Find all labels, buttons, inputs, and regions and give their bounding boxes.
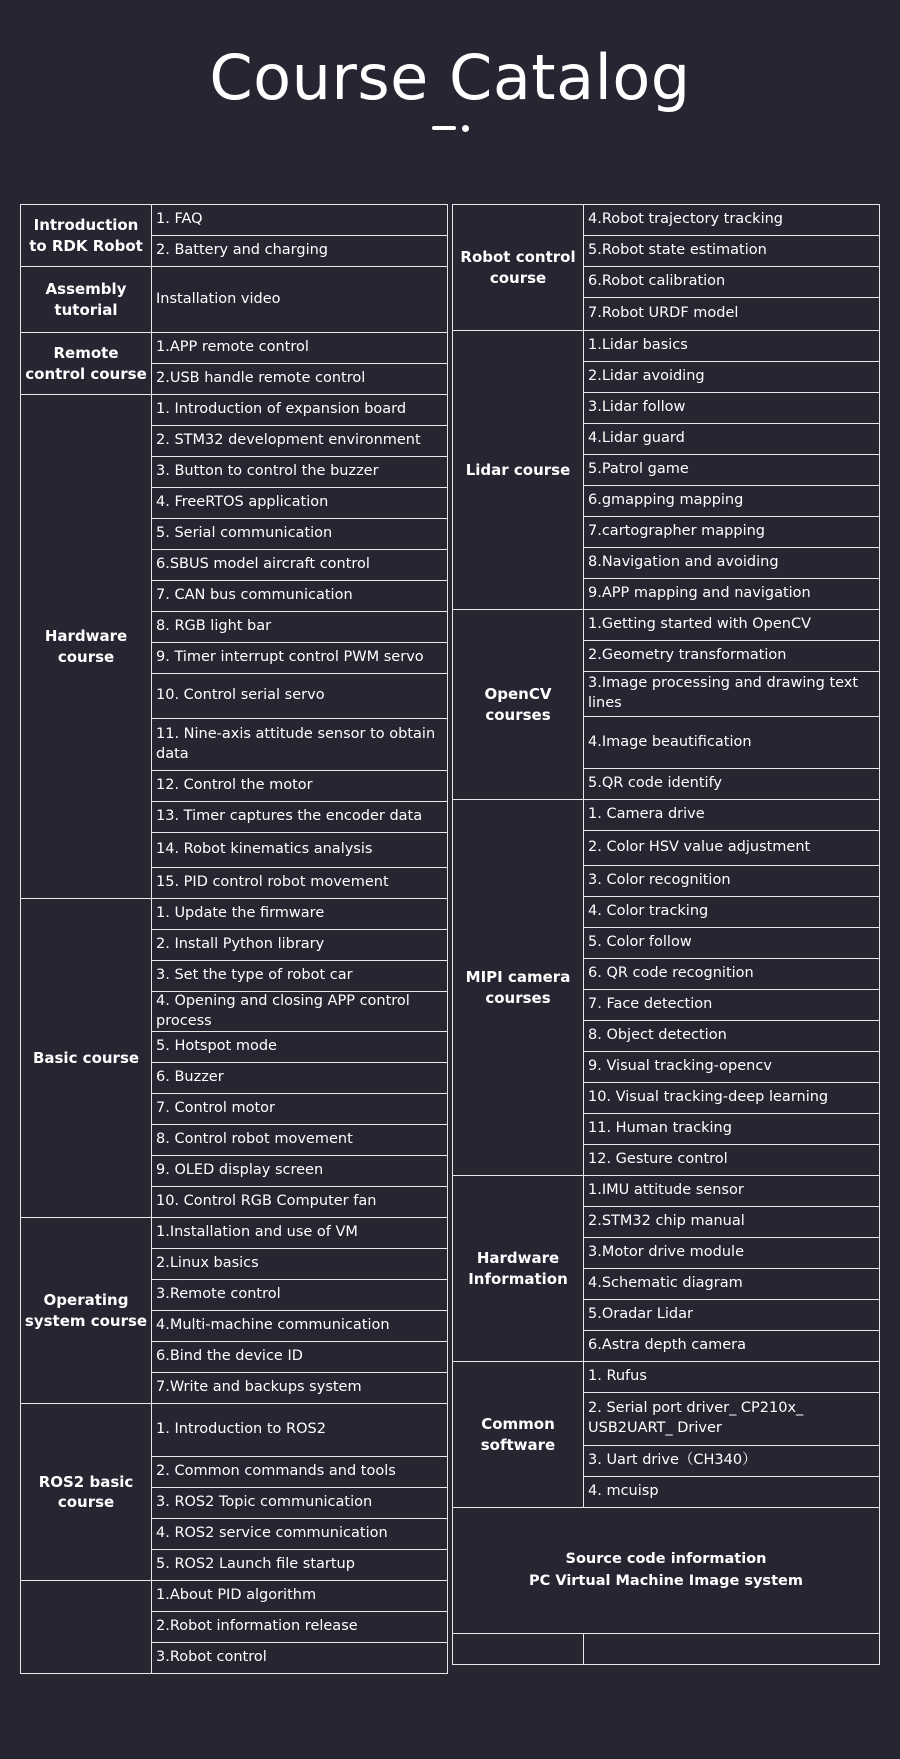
title-underline-bar xyxy=(432,126,456,130)
course-item: 6. QR code recognition xyxy=(584,959,880,990)
course-item: 3.Motor drive module xyxy=(584,1238,880,1269)
source-line-2: PC Virtual Machine Image system xyxy=(529,1572,803,1589)
course-item: 1. Update the firmware xyxy=(152,899,448,930)
course-item: 7. CAN bus communication xyxy=(152,581,448,612)
course-item: 6.SBUS model aircraft control xyxy=(152,550,448,581)
table-row xyxy=(453,331,880,362)
course-item: 1.APP remote control xyxy=(152,333,448,364)
course-item: 4.Image beautification xyxy=(584,717,880,769)
course-item: 3. Button to control the buzzer xyxy=(152,457,448,488)
course-item: 6.Bind the device ID xyxy=(152,1342,448,1373)
right-course-table xyxy=(452,204,880,1665)
table-row xyxy=(453,1634,880,1665)
course-item: 7.Write and backups system xyxy=(152,1373,448,1404)
course-item: 10. Control serial servo xyxy=(152,674,448,719)
course-item: 2. STM32 development environment xyxy=(152,426,448,457)
course-item: 3. Color recognition xyxy=(584,866,880,897)
course-item: 8. Control robot movement xyxy=(152,1125,448,1156)
course-item: 1. FAQ xyxy=(152,205,448,236)
course-item: 6. Buzzer xyxy=(152,1063,448,1094)
page-title: Course Catalog xyxy=(209,41,691,114)
course-item: 2. Serial port driver_ CP210x_ USB2UART_ Driver xyxy=(584,1393,880,1446)
course-item: 7. Face detection xyxy=(584,990,880,1021)
course-item: 1.Getting started with OpenCV xyxy=(584,610,880,641)
course-item: 5.Oradar Lidar xyxy=(584,1300,880,1331)
course-item: 4.Schematic diagram xyxy=(584,1269,880,1300)
course-item: 6.Robot calibration xyxy=(584,267,880,298)
course-item: 4. ROS2 service communication xyxy=(152,1519,448,1550)
course-item: 1. Rufus xyxy=(584,1362,880,1393)
table-row xyxy=(453,1176,880,1207)
course-item: 1.About PID algorithm xyxy=(152,1581,448,1612)
course-item: 5. Hotspot mode xyxy=(152,1032,448,1063)
course-item: 10. Visual tracking-deep learning xyxy=(584,1083,880,1114)
course-item: 5. ROS2 Launch file startup xyxy=(152,1550,448,1581)
course-item: 1.IMU attitude sensor xyxy=(584,1176,880,1207)
course-item: 3. Uart drive（CH340） xyxy=(584,1446,880,1477)
table-row xyxy=(21,333,448,364)
course-item: 11. Nine-axis attitude sensor to obtain data xyxy=(152,719,448,771)
category-blank xyxy=(21,1581,152,1674)
title-underline-dot xyxy=(462,125,469,132)
course-item: 2.Robot information release xyxy=(152,1612,448,1643)
category-hardware-course: Hardware course xyxy=(21,395,152,899)
course-item: 12. Gesture control xyxy=(584,1145,880,1176)
course-item: 5. Color follow xyxy=(584,928,880,959)
course-item: 6.Astra depth camera xyxy=(584,1331,880,1362)
course-item: 4. FreeRTOS application xyxy=(152,488,448,519)
course-item: 3.Lidar follow xyxy=(584,393,880,424)
course-item: 1. Introduction of expansion board xyxy=(152,395,448,426)
course-item: 2. Battery and charging xyxy=(152,236,448,267)
course-item: 3.Robot control xyxy=(152,1643,448,1674)
course-item: 1.Installation and use of VM xyxy=(152,1218,448,1249)
course-item: 8. Object detection xyxy=(584,1021,880,1052)
category-hardware-information: Hardware Information xyxy=(453,1176,584,1362)
course-item: 3. Set the type of robot car xyxy=(152,961,448,992)
course-item: 9.APP mapping and navigation xyxy=(584,579,880,610)
course-item: 8. RGB light bar xyxy=(152,612,448,643)
table-row xyxy=(453,205,880,236)
category-basic-course: Basic course xyxy=(21,899,152,1218)
course-item: 9. OLED display screen xyxy=(152,1156,448,1187)
course-item: 4. mcuisp xyxy=(584,1477,880,1508)
table-row xyxy=(21,1581,448,1612)
table-row xyxy=(21,899,448,930)
course-item: 4.Robot trajectory tracking xyxy=(584,205,880,236)
category-common-software: Common software xyxy=(453,1362,584,1508)
course-item: 2.Linux basics xyxy=(152,1249,448,1280)
table-row xyxy=(21,395,448,426)
category-lidar-course: Lidar course xyxy=(453,331,584,610)
course-item: 2.STM32 chip manual xyxy=(584,1207,880,1238)
category-ros2-basic-course: ROS2 basic course xyxy=(21,1404,152,1581)
left-course-table xyxy=(20,204,448,1674)
course-item: 7. Control motor xyxy=(152,1094,448,1125)
category-robot-control-course: Robot control course xyxy=(453,205,584,331)
table-row xyxy=(453,1508,880,1634)
course-item: 2. Common commands and tools xyxy=(152,1457,448,1488)
course-item: 12. Control the motor xyxy=(152,771,448,802)
course-item: 15. PID control robot movement xyxy=(152,868,448,899)
source-code-block xyxy=(453,1508,880,1634)
table-row xyxy=(453,800,880,831)
category-mipi-camera-courses: MIPI camera courses xyxy=(453,800,584,1176)
course-item: 5.Robot state estimation xyxy=(584,236,880,267)
course-item: 7.Robot URDF model xyxy=(584,298,880,331)
table-row xyxy=(21,267,448,333)
table-row xyxy=(21,1404,448,1457)
course-item: 2.Lidar avoiding xyxy=(584,362,880,393)
empty-cell xyxy=(453,1634,584,1665)
category-assembly-tutorial: Assembly tutorial xyxy=(21,267,152,333)
course-item: 2.Geometry transformation xyxy=(584,641,880,672)
category-opencv-courses: OpenCV courses xyxy=(453,610,584,800)
category-operating-system-course: Operating system course xyxy=(21,1218,152,1404)
course-item: 9. Timer interrupt control PWM servo xyxy=(152,643,448,674)
course-item: 2.USB handle remote control xyxy=(152,364,448,395)
course-item: 2. Install Python library xyxy=(152,930,448,961)
course-item: 8.Navigation and avoiding xyxy=(584,548,880,579)
course-item: 7.cartographer mapping xyxy=(584,517,880,548)
course-item: 10. Control RGB Computer fan xyxy=(152,1187,448,1218)
table-row xyxy=(21,205,448,236)
course-item: 14. Robot kinematics analysis xyxy=(152,833,448,868)
table-row xyxy=(21,1218,448,1249)
course-item: 4.Lidar guard xyxy=(584,424,880,455)
category-introduction-to-rdk-robot: Introduction to RDK Robot xyxy=(21,205,152,267)
course-item: 13. Timer captures the encoder data xyxy=(152,802,448,833)
course-item: 3.Image processing and drawing text lines xyxy=(584,672,880,717)
course-item: 11. Human tracking xyxy=(584,1114,880,1145)
course-item: 5.QR code identify xyxy=(584,769,880,800)
table-row xyxy=(453,1362,880,1393)
course-item: 4. Opening and closing APP control process xyxy=(152,992,448,1032)
category-remote-control-course: Remote control course xyxy=(21,333,152,395)
course-item: 1.Lidar basics xyxy=(584,331,880,362)
course-item: 1. Camera drive xyxy=(584,800,880,831)
empty-cell xyxy=(584,1634,880,1665)
table-row xyxy=(453,610,880,641)
course-item: 4.Multi-machine communication xyxy=(152,1311,448,1342)
course-item: 5.Patrol game xyxy=(584,455,880,486)
course-item: 5. Serial communication xyxy=(152,519,448,550)
course-item: 4. Color tracking xyxy=(584,897,880,928)
course-item: 2. Color HSV value adjustment xyxy=(584,831,880,866)
course-item: Installation video xyxy=(152,267,448,333)
course-item: 9. Visual tracking-opencv xyxy=(584,1052,880,1083)
source-line-1: Source code information xyxy=(565,1550,767,1567)
course-item: 3.Remote control xyxy=(152,1280,448,1311)
course-item: 6.gmapping mapping xyxy=(584,486,880,517)
course-item: 1. Introduction to ROS2 xyxy=(152,1404,448,1457)
course-item: 3. ROS2 Topic communication xyxy=(152,1488,448,1519)
